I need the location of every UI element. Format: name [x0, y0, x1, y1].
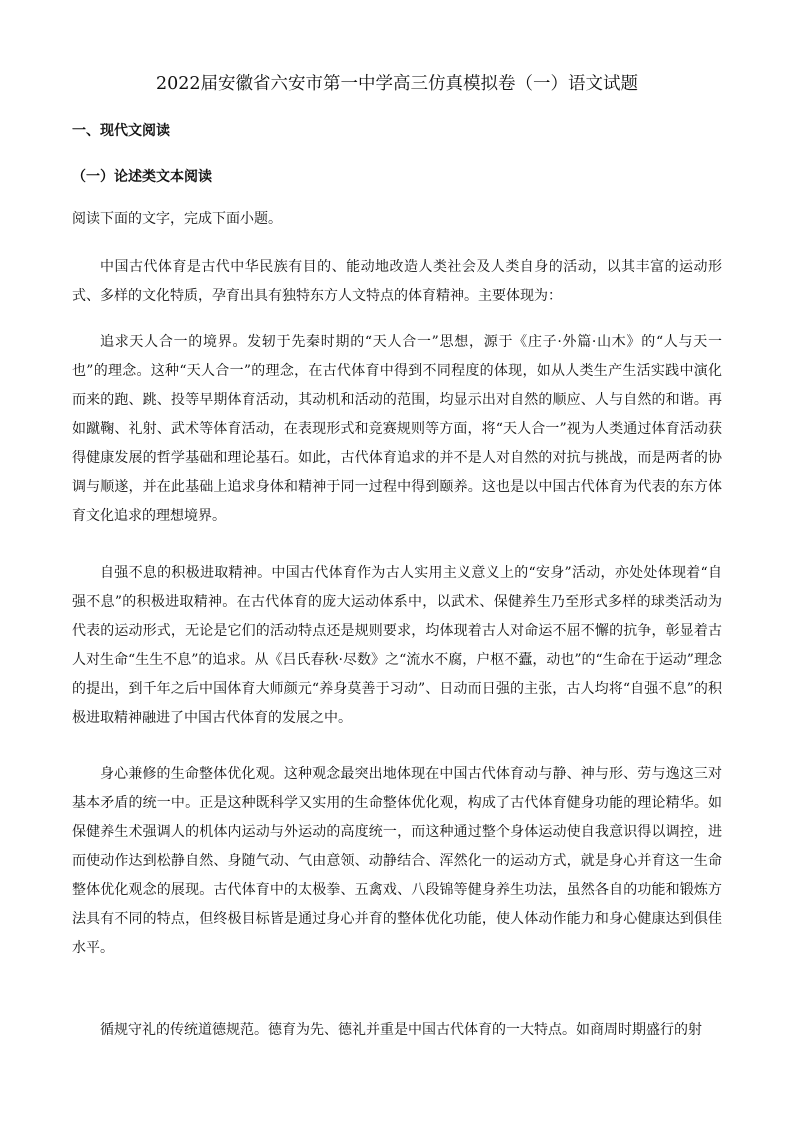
- paragraph-body-mind: 身心兼修的生命整体优化观。这种观念最突出地体现在中国古代体育动与静、神与形、劳与逸这三对基本矛盾的统一中。正是这种既科学又实用的生命整体优化观，构成了古代体育健身功能的理论精华。如保健养生术强调人的机体内运动与外运动的高度统一，而这种通过整个身体运动使自我意识得以调控，进而使动作达到松静自然、身随气动、气由意领、动静结合、浑然化一的运动方式，就是身心并育这一生命整体优化观念的展现。古代体育中的太极拳、五禽戏、八段锦等健身养生功法，虽然各自的功能和锻炼方法具有不同的特点，但终极目标皆是通过身心并育的整体优化功能，使人体动作能力和身心健康达到俱佳水平。: [72, 766, 722, 956]
- reading-instruction: 阅读下面的文字，完成下面小题。: [72, 211, 282, 227]
- section-heading: 一、现代文阅读: [72, 123, 170, 139]
- paragraph-harmony: 追求天人合一的境界。发轫于先秦时期的“天人合一”思想，源于《庄子·外篇·山木》的“人与天一也”的理念。这种“天人合一”的理念，在古代体育中得到不同程度的体现，如从人类生产生活实践中演化而来的跑、跳、投等早期体育活动，其动机和活动的范围，均显示出对自然的顺应、人与自然的和谐。再如蹴鞠、礼射、武术等体育活动，在表现形式和竞赛规则等方面，将“天人合一”视为人类通过体育活动获得健康发展的哲学基础和理论基石。如此，古代体育追求的并不是人对自然的对抗与挑战，而是两者的协调与顺遂，并在此基础上追求身体和精神于同一过程中得到颐养。这也是以中国古代体育为代表的东方体育文化追求的理想境界。: [72, 334, 722, 524]
- sub-section-heading: （一）论述类文本阅读: [72, 169, 212, 185]
- paragraph-intro: 中国古代体育是古代中华民族有目的、能动地改造人类社会及人类自身的活动，以其丰富的运动形式、多样的文化特质，孕育出具有独特东方人文特点的体育精神。主要体现为：: [72, 259, 722, 304]
- paragraph-self-improvement: 自强不息的积极进取精神。中国古代体育作为古人实用主义意义上的“安身”活动，亦处处体现着“自强不息”的积极进取精神。在古代体育的庞大运动体系中，以武术、保健养生乃至形式多样的球类活动为代表的运动形式，无论是它们的活动特点还是规则要求，均体现着古人对命运不屈不懈的抗争，彰显着古人对生命“生生不息”的追求。从《吕氏春秋·尽数》之“流水不腐，户枢不蠹，动也”的“生命在于运动”理念的提出，到千年之后中国体育大师颜元“养身莫善于习动”、日动而日强的主张，古人均将“自强不息”的积极进取精神融进了中国古代体育的发展之中。: [72, 565, 722, 726]
- document-title: 2022届安徽省六安市第一中学高三仿真模拟卷（一）语文试题: [155, 74, 639, 94]
- paragraph-etiquette: 循规守礼的传统道德规范。德育为先、德礼并重是中国古代体育的一大特点。如商周时期盛行的射: [100, 1022, 702, 1038]
